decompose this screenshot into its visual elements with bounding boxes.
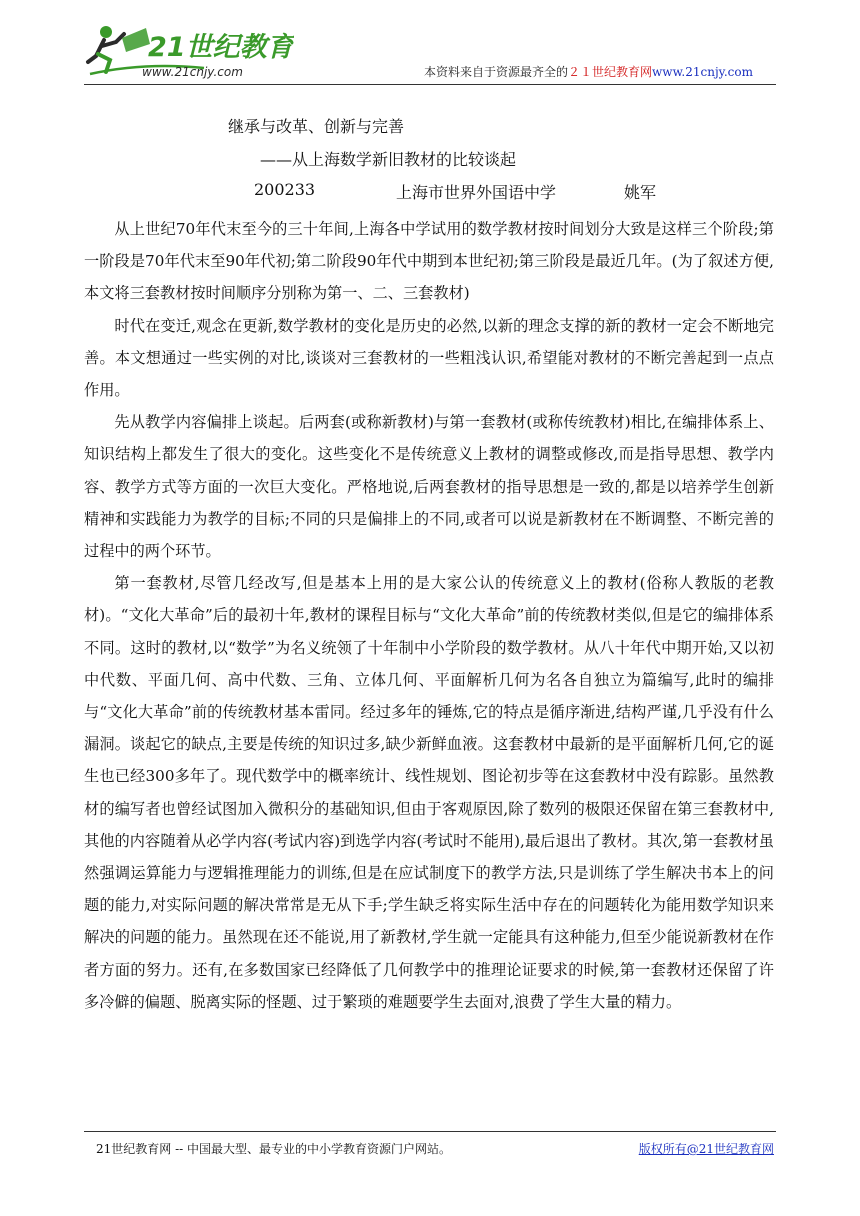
footer-copyright-link[interactable]: 版权所有@21世纪教育网 <box>638 1142 774 1156</box>
page-header <box>0 0 860 90</box>
header-divider <box>84 84 776 85</box>
header-source-note <box>424 63 753 80</box>
logo-runner-icon <box>84 22 294 84</box>
header-note-prefix: 本资料来自于资源最齐全的 <box>424 65 569 79</box>
article-title: 继承与改革、创新与完善 <box>228 117 405 136</box>
paragraph: 时代在变迁,观念在更新,数学教材的变化是历史的必然,以新的理念支撑的新的教材一定会不断地完善。本文想通过一些实例的对比,谈谈对三套教材的一些粗浅认识,希望能对教材的不断完善起到一点点作用。 <box>84 316 774 400</box>
paragraph: 第一套教材,尽管几经改写,但是基本上用的是大家公认的传统意义上的教材(俗称人教版的老教材)。“文化大革命”后的最初十年,教材的课程目标与“文化大革命”前的传统教材类似,但是它的编排体系不同。这时的教材,以“数学”为名义统领了十年制中小学阶段的数学教材。从八十年代中期开始,又以初中代数、平面几何、高中代数、三角、立体几何、平面解析几何为名各自独立为篇编写,此时的编排与“文化大革命”前的传统教材基本雷同。经过多年的锤炼,它的特点是循序渐进,结构严谨,几乎没有什么漏洞。谈起它的缺点,主要是传统的知识过多,缺少新鲜血液。这套教材中最新的是平面解析几何,它的诞生也已经300多年了。现代数学中的概率统计、线性规划、图论初步等在这套教材中没有踪影。虽然教材的编写者也曾经试图加入微积分的基础知识,但由于客观原因,除了数列的极限还保留在第三套教材中,其他的内容随着从必学内容(考试内容)到选学内容(考试时不能用),最后退出了教材。其次,第一套教材虽然强调运算能力与逻辑推理能力的训练,但是在应试制度下的教学方法,只是训练了学生解决书本上的问题的能力,对实际问题的解决常常是无从下手;学生缺乏将实际生活中存在的问题转化为能用数学知识来解决的问题的能力。虽然现在还不能说,用了新教材,学生就一定能具有这种能力,但至少能说新教材在作者方面的努力。还有,在多数国家已经降低了几何教学中的推理论证要求的时候,第一套教材还保留了许多冷僻的偏题、脱离实际的怪题、过于繁琐的难题要学生去面对,浪费了学生大量的精力。 <box>84 574 774 1011</box>
article-subtitle: ——从上海数学新旧教材的比较谈起 <box>260 150 517 169</box>
footer-divider <box>84 1131 776 1132</box>
footer-site-description: 21世纪教育网 -- 中国最大型、最专业的中小学教育资源门户网站。 <box>96 1142 452 1156</box>
author-name: 姚军 <box>624 183 657 202</box>
header-note-brand: ２１世纪教育网 <box>568 65 653 79</box>
header-note-url[interactable]: www.21cnjy.com <box>652 65 753 79</box>
svg-text:21世纪教育: 21世纪教育 <box>148 32 294 63</box>
svg-text:www.21cnjy.com: www.21cnjy.com <box>142 65 243 79</box>
paragraph: 从上世纪70年代末至今的三十年间,上海各中学试用的数学教材按时间划分大致是这样三个阶段;第一阶段是70年代末至90年代初;第二阶段90年代中期到本世纪初;第三阶段是最近几年。(为了叙述方便,本文将三套教材按时间顺序分别称为第一、二、三套教材) <box>84 220 774 303</box>
author-school: 上海市世界外国语中学 <box>396 183 557 202</box>
paragraph: 先从教学内容偏排上谈起。后两套(或称新教材)与第一套教材(或称传统教材)相比,在编排体系上、知识结构上都发生了很大的变化。这些变化不是传统意义上教材的调整或修改,而是指导思想、教学内容、教学方式等方面的一次巨大变化。严格地说,后两套教材的指导思想是一致的,都是以培养学生创新精神和实践能力为教学的目标;不同的只是偏排上的不同,或者可以说是新教材在不断调整、不断完善的过程中的两个环节。 <box>84 413 774 561</box>
article-body <box>84 213 774 1018</box>
site-logo[interactable] <box>84 22 294 84</box>
author-postcode: 200233 <box>254 180 316 199</box>
